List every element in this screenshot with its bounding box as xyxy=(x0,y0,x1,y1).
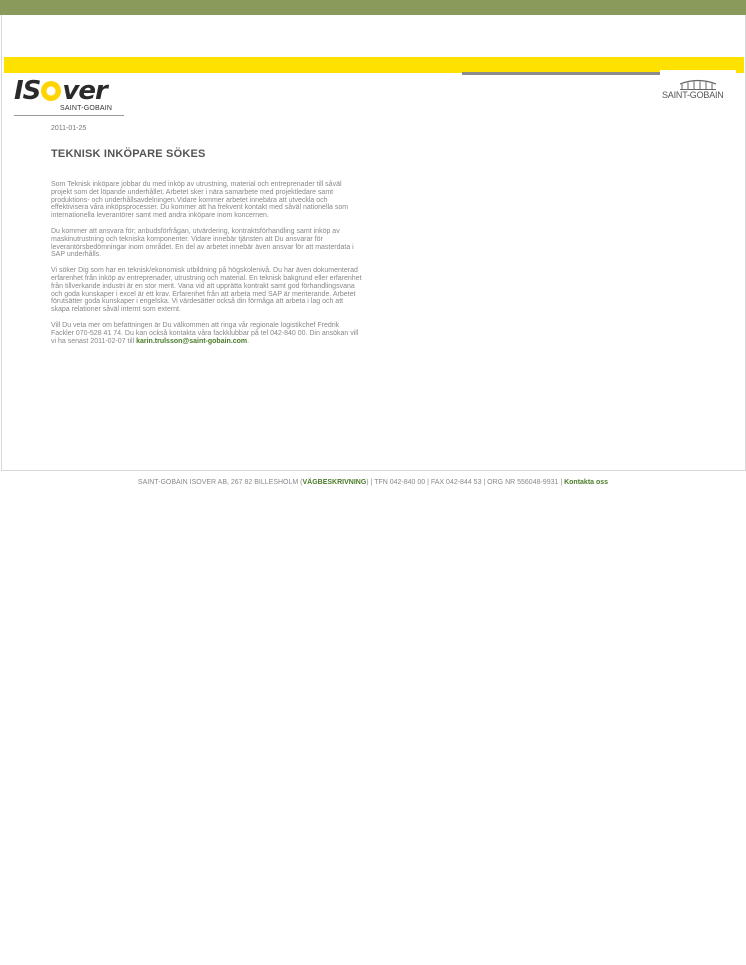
isover-wordmark-right: ver xyxy=(62,76,107,106)
yellow-header-band xyxy=(4,57,744,73)
footer xyxy=(0,479,746,486)
saint-gobain-logo[interactable] xyxy=(660,79,736,103)
contact-email-link[interactable]: karin.trulsson@saint-gobain.com xyxy=(136,337,248,345)
directions-link[interactable]: VÄGBESKRIVNING xyxy=(302,479,367,486)
footer-prefix: SAINT-GOBAIN ISOVER AB, 267 82 BILLESHOLM ( xyxy=(137,479,303,486)
top-color-bar xyxy=(0,0,746,15)
article-body xyxy=(51,181,363,353)
saint-gobain-arch-icon xyxy=(678,79,718,90)
grey-accent-line xyxy=(462,72,660,75)
paragraph-responsibilities: Du kommer att ansvara för; anbudsförfrågan, utvärdering, kontraktsförhandling samt inköp av maskinutrustning och tekniska komponenter. Vidare innebär tjänsten att Du ansvarar för leverantörsbedömningar inom området. En del av arbetet innebär även ansvar för att masterdata i SAP underhålls. xyxy=(51,227,354,259)
article-date: 2011-01-25 xyxy=(51,125,87,132)
isover-wordmark-left: IS xyxy=(14,76,41,106)
contact-us-link[interactable]: Kontakta oss xyxy=(564,479,609,486)
contact-text: Vill Du veta mer om befattningen är Du välkommen att ringa vår regionale logistikchef Fredrik Fackler 070-528 41 74. Du kan också kontakta våra fackklubbar på tel 042-840 00. Din ansökan vill vi ha senast 2011-02-07 till xyxy=(51,321,359,345)
isover-o-mark xyxy=(41,81,61,101)
isover-logo[interactable] xyxy=(14,76,126,120)
saint-gobain-text: SAINT-GOBAIN xyxy=(662,90,724,100)
page-title: TEKNISK INKÖPARE SÖKES xyxy=(51,148,206,160)
paragraph-requirements: Vi söker Dig som har en teknisk/ekonomisk utbildning på högskolenivå. Du har även dokumenterad erfarenhet från inköp av entreprenader, utrustning och material. En teknisk bakgrund eller erfarenhet från tillverkande industri är en stor merit. Vana vid att upprätta kontrakt samt god förhandlingsvana och goda kunskaper i excel är ett krav. Erfarenhet från att arbeta med SAP är meriterande. Arbetet förutsätter goda kunskaper i engelska. Vi värdesätter också din förmåga att arbeta i lag och att skapa relationer såväl internt som externt. xyxy=(51,267,362,314)
isover-wordmark xyxy=(14,76,107,106)
isover-subtitle: SAINT-GOBAIN xyxy=(60,105,113,112)
contact-end: . xyxy=(247,337,250,345)
paragraph-role: Som Teknisk inköpare jobbar du med inköp av utrustning, material och entreprenader till såväl projekt som det löpande underhållet. Arbetet sker i nära samarbete med projektledare samt produktions- och underhållsavdelningen.Vidare kommer arbetet innebära att utveckla och effektivisera våra inköpsprocesser. Du kommer att ha frekvent kontakt med såväl nationella som internationella leverantörer samt med andra inköpare inom koncernen. xyxy=(51,181,349,220)
footer-middle: ) | TFN 042-840 00 | FAX 042-844 53 | ORG NR 556048-9931 | xyxy=(366,479,565,486)
paragraph-contact xyxy=(51,322,363,345)
isover-underline xyxy=(14,115,124,116)
accent-gap xyxy=(660,70,736,74)
